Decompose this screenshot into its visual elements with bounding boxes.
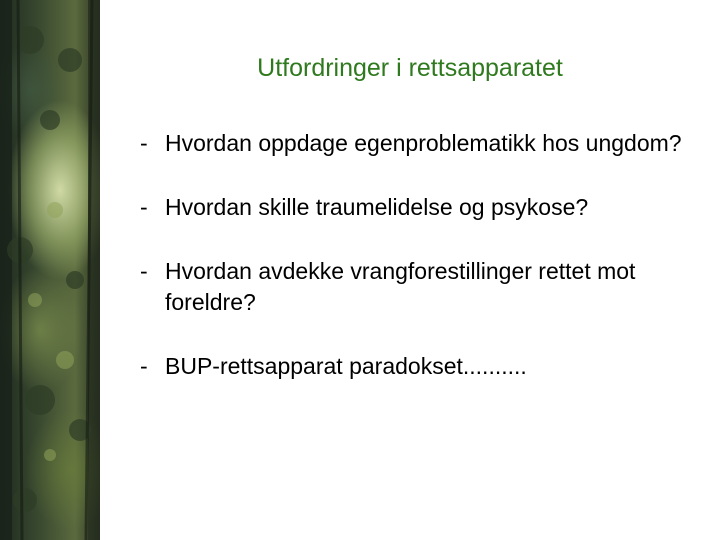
bullet-dash: - — [140, 258, 148, 284]
bullet-text: Hvordan oppdage egenproblematikk hos ungdom? — [165, 130, 682, 156]
forest-foliage-illustration — [0, 0, 100, 540]
bullet-text: Hvordan skille traumelidelse og psykose? — [165, 194, 589, 220]
bullet-item — [140, 256, 700, 318]
forest-side-image — [0, 0, 100, 540]
bullet-item — [140, 192, 700, 223]
bullet-list — [140, 128, 700, 382]
bullet-text: Hvordan avdekke vrangforestillinger rettet mot foreldre? — [165, 258, 636, 315]
bullet-item — [140, 128, 700, 159]
bullet-dash: - — [140, 353, 148, 379]
bullet-item — [140, 351, 700, 382]
bullet-dash: - — [140, 130, 148, 156]
bullet-dash: - — [140, 194, 148, 220]
slide-title: Utfordringer i rettsapparatet — [257, 54, 563, 82]
bullet-text: BUP-rettsapparat paradokset.......... — [165, 353, 527, 379]
